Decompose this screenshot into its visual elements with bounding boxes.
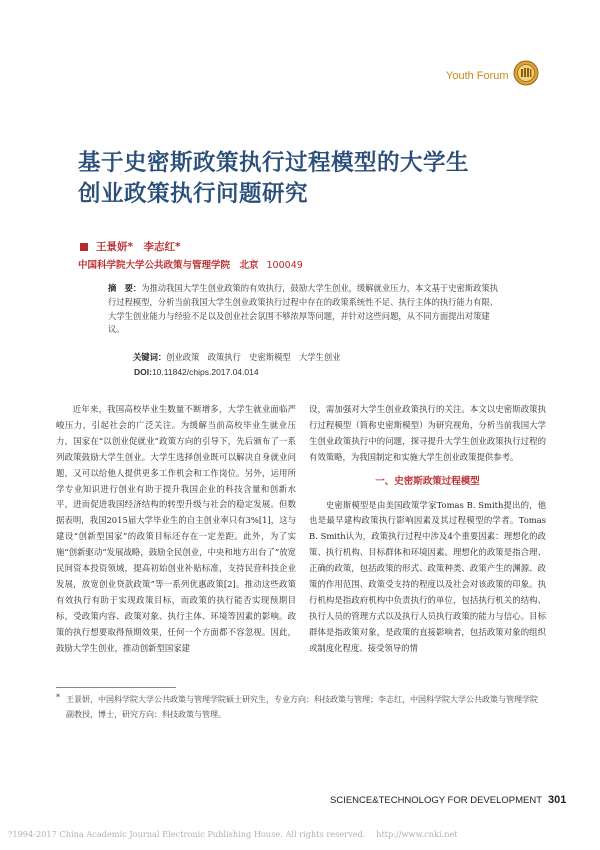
- keywords-text: 创业政策 政策执行 史密斯模型 大学生创业: [166, 352, 341, 362]
- page-number: 301: [548, 794, 567, 806]
- body-paragraph: 设，需加强对大学生创业政策执行的关注。本文以史密斯政策执行过程模型（简称史密斯模型）为研究视角，分析当前我国大学生创业政策执行中的问题，探寻提升大学生创业政策执行过程的有效策略，为我国制定和实施大学生创业政策提供参考。: [309, 404, 546, 462]
- body-paragraph: 史密斯模型是由美国政策学家Tomas B. Smith提出的，他也是最早建构政策执行影响因素及其过程模型的学者。Tomas B. Smith认为，政策执行过程中涉及4个重要因素：理想化的政策、执行机构、目标群体和环境因素。理想化的政策是指合理、正确的政策，包括政策的形式、政策种类、政策产生的渊源、政策的作用范围、政策受支持的程度以及社会对该政策的印象。执行机构是指政府机构中负责执行的单位，包括执行机关的结构、执行人员的管理方式以及执行人员执行政策的能力与信心。目标群体是指政策对象，是政策的直接影响者，包括政策对象的组织或制度化程度、接受领导的情: [309, 499, 546, 653]
- abstract-text: 为推动我国大学生创业政策的有效执行，鼓励大学生创业，缓解就业压力，本文基于史密斯政策执行过程模型，分析当前我国大学生创业政策执行过程中存在的政策系统性不足、执行主体的执行能力有限、大学生创业能力与经验不足以及创业社会氛围不够浓厚等问题，并针对这些问题，从不同方面提出对策建议。: [108, 283, 498, 335]
- keywords-label: 关键词：: [133, 352, 167, 362]
- footnote-divider: [56, 687, 176, 688]
- paper-title: [78, 148, 538, 210]
- keywords-line: [133, 351, 340, 363]
- body-paragraph: 近年来，我国高校毕业生数量不断增多，大学生就业面临严峻压力，引起社会的广泛关注。为缓解当前高校毕业生就业压力，国家在“以创业促就业”政策方向的引导下，先后颁布了一系列政策鼓励大学生创业。大学生选择创业既可以解决自身就业问题，又可以给他人提供更多工作机会和工作岗位。另外，运用所学专业知识进行创业有助于提升我国企业的科技含量和创新水平，进而促进我国经济结构的转型升级与社会的稳定发展。但数据表明，我国2015届大学毕业生的自主创业率只有3%[1]，这与建设“创新型国家”的政策目标还存在一定差距。此外，为了实施“创新驱动”发展战略，鼓励全民创业，中央和地方出台了“放宽民间资本投资领域，提高初始创业补贴标准，支持民营科技企业发展，放宽创业贷款政策”等一系列优惠政策[2]。推动这些政策有效执行有助于实现政策目标，而政策的执行能否实现预期目标，受政策内容、政策对象、执行主体、环境等因素的影响。政策的执行想要取得预期效果，任何一个方面都不容忽视。因此，鼓励大学生创业，推动创新型国家建: [56, 404, 296, 653]
- copyright-notice: ?1994-2017 China Academic Journal Electronic Publishing House. All rights reserved. http://www.cnki.net: [8, 829, 458, 839]
- footnote-marker: *: [56, 693, 60, 702]
- footnote-text: 王景妍，中国科学院大学公共政策与管理学院硕士研究生，专业方向：科技政策与管理；李志红，中国科学院大学公共政策与管理学院副教授，博士，研究方向：科技政策与管理。: [66, 695, 538, 719]
- postal-code: 100049: [266, 260, 303, 271]
- body-column-right: [309, 402, 546, 657]
- journal-section-tag: Youth Forum: [446, 70, 509, 82]
- author-marker-square: [80, 243, 88, 251]
- title-line-2: 创业政策执行问题研究: [78, 181, 309, 207]
- author-affiliation: [78, 257, 303, 271]
- journal-name: SCIENCE&TECHNOLOGY FOR DEVELOPMENT: [330, 795, 543, 806]
- abstract-block: [108, 282, 503, 337]
- journal-footer: [330, 794, 566, 806]
- abstract-label: 摘 要：: [108, 283, 142, 293]
- doi-line: [134, 367, 259, 377]
- section-heading: 一、史密斯政策过程模型: [375, 475, 480, 487]
- doi-value: 10.11842/chips.2017.04.014: [151, 367, 259, 377]
- title-line-1: 基于史密斯政策执行过程模型的大学生: [78, 150, 470, 176]
- doi-label: DOI:: [134, 367, 152, 377]
- affiliation-name: 中国科学院大学公共政策与管理学院 北京: [78, 260, 259, 271]
- body-column-left: [56, 402, 296, 657]
- journal-seal-icon: [513, 60, 539, 86]
- author-names: 王景妍* 李志红*: [96, 241, 181, 253]
